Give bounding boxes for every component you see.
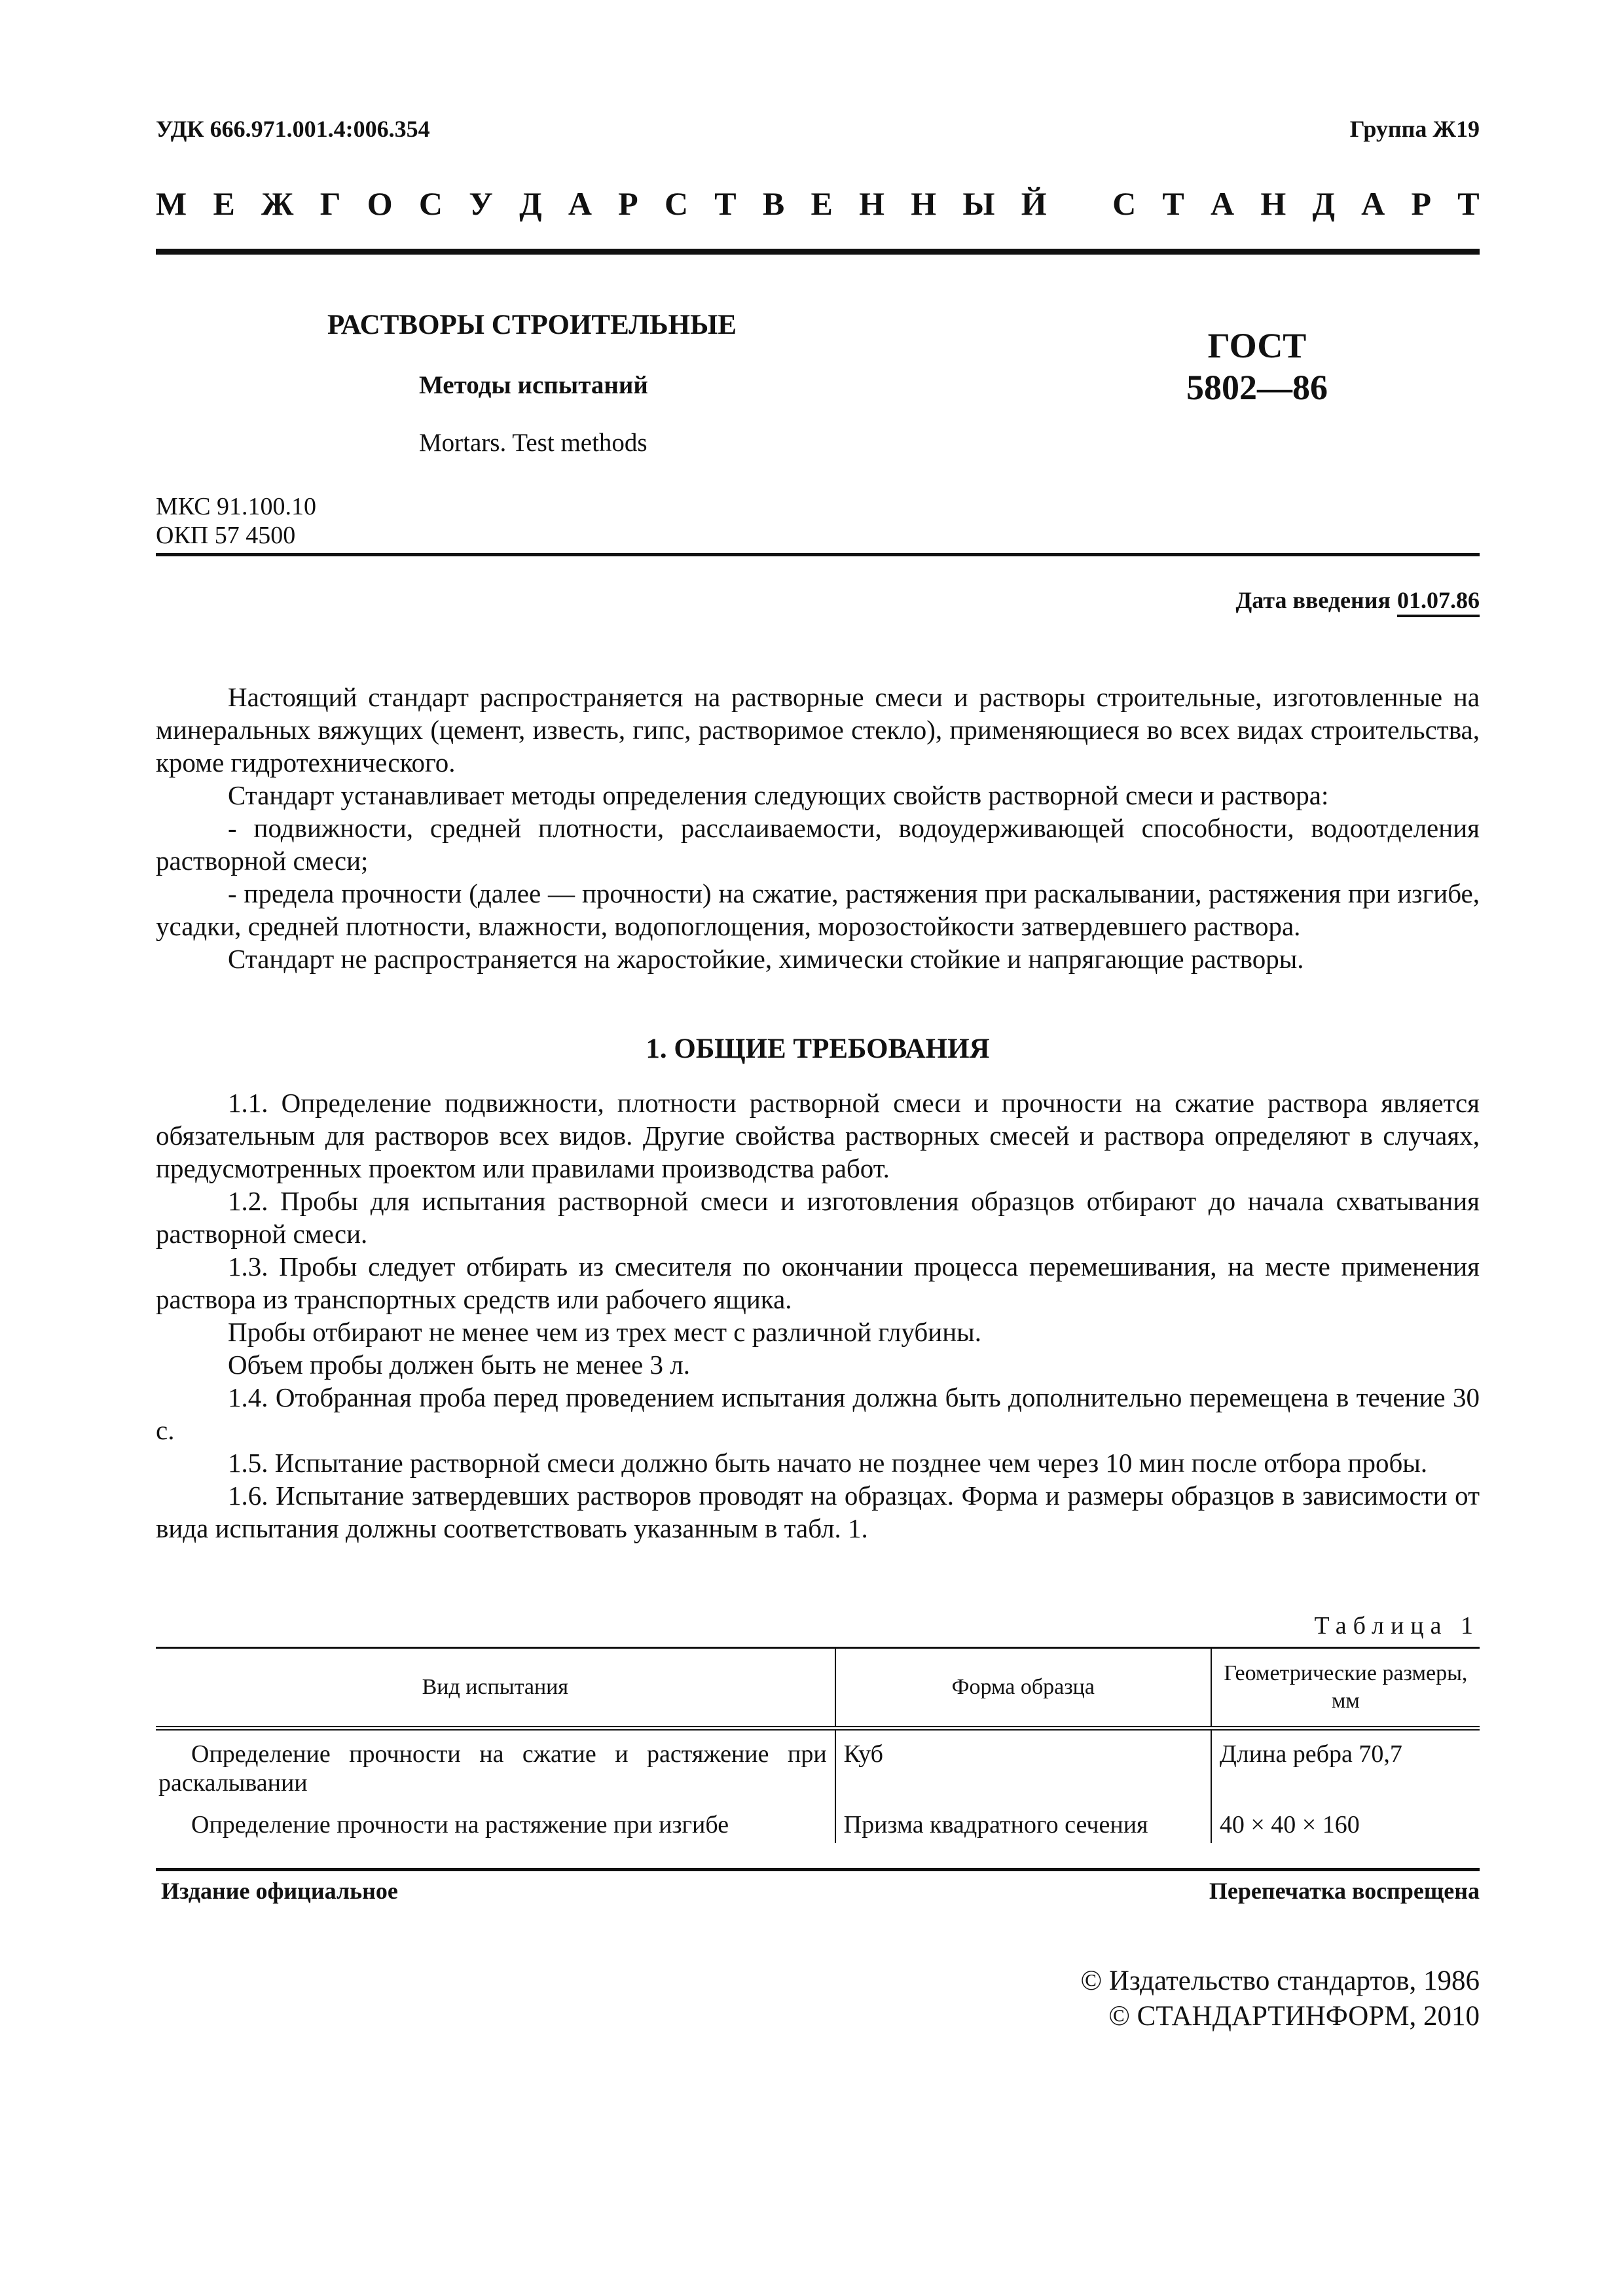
banner-letter: А [568,185,592,222]
intro-paragraph: Настоящий стандарт распространяется на растворные смеси и растворы строительные, изготовленные на минеральных вяжущих (цемент, известь, гипс, растворимое стекло), применяющиеся во всех видах строительства, кроме гидротехнического. [156,682,1480,778]
table-cell: Призма квадратного сечения [835,1801,1211,1843]
effective-date-label: Дата введения [1235,587,1391,613]
banner-letter: Т [1162,185,1184,222]
section-paragraph: 1.5. Испытание растворной смеси должно быть начато не позднее чем через 10 мин после отбора пробы. [228,1448,1428,1478]
specimen-table [156,1647,1480,1843]
table-row [156,1729,1480,1802]
banner-letter: В [762,185,785,222]
table-cell: Определение прочности на растяжение при изгибе [191,1811,729,1839]
intro-list-item: - подвижности, средней плотности, расслаиваемости, водоудерживающей способности, водоотделения растворной смеси; [156,813,1480,876]
copyright-line: © СТАНДАРТИНФОРМ, 2010 [1108,2001,1480,2032]
banner-letter: С [664,185,689,222]
section-paragraph: 1.4. Отобранная проба перед проведением испытания должна быть дополнительно перемещена в течение 30 с. [156,1382,1480,1445]
banner-letter: Й [1021,185,1047,222]
gost-number: 5802—86 [1186,368,1328,407]
intro-text [156,681,1480,975]
document-title: РАСТВОРЫ СТРОИТЕЛЬНЫЕ [327,310,737,340]
footer-rule [156,1868,1480,1871]
banner-letter: Р [618,185,638,222]
banner-letter: А [1211,185,1235,222]
intro-list-item: - предела прочности (далее — прочности) на сжатие, растяжения при раскалывании, растяжения при изгибе, усадки, средней плотности, влажности, водопоглощения, морозостойкости затвердевшего раствора. [156,878,1480,941]
table-cell: Куб [835,1729,1211,1802]
banner-letter: Ж [261,185,294,222]
table-cell: Длина ребра 70,7 [1211,1729,1480,1802]
section-paragraph: Объем пробы должен быть не менее 3 л. [228,1350,690,1380]
banner-letter: А [1361,185,1385,222]
section-text [156,1086,1480,1545]
effective-date-value: 01.07.86 [1397,587,1480,617]
banner-letter: О [367,185,393,222]
table-row [156,1801,1480,1843]
banner-rule [156,249,1480,255]
okp-code: ОКП 57 4500 [156,522,296,549]
banner-letter: С [1112,185,1137,222]
table-cell: 40 × 40 × 160 [1211,1801,1480,1843]
banner-letter: Т [1457,185,1480,222]
group-code: Группа Ж19 [1349,116,1480,142]
table-cell: Определение прочности на сжатие и растяжение при раскалывании [158,1740,827,1797]
table-header-cell: Форма образца [835,1648,1211,1729]
banner-letter: М [156,185,187,222]
banner-letter: Г [319,185,341,222]
reprint-notice: Перепечатка воспрещена [1209,1878,1480,1904]
section-heading: 1. ОБЩИЕ ТРЕБОВАНИЯ [646,1033,990,1064]
banner-letter: С [418,185,443,222]
section-paragraph: 1.3. Пробы следует отбирать из смесителя по окончании процесса перемешивания, на месте применения раствора из транспортных средств или рабочего ящика. [156,1251,1480,1314]
copyright-block [1080,1964,1480,2034]
table-label: Таблица 1 [1314,1612,1480,1640]
banner-letter: Н [1260,185,1286,222]
banner-letter: Д [519,185,542,222]
banner-letter: Е [811,185,833,222]
section-paragraph: Пробы отбирают не менее чем из трех мест с различной глубины. [228,1317,981,1347]
banner-letter: Т [714,185,737,222]
table-header-cell: Геометрические размеры, мм [1211,1648,1480,1729]
banner-letter: Н [859,185,884,222]
banner-letter: Ы [962,185,995,222]
table-header-cell: Вид испытания [156,1648,835,1729]
intro-paragraph: Стандарт не распространяется на жаростойкие, химически стойкие и напрягающие растворы. [228,944,1304,974]
udk-code: УДК 666.971.001.4:006.354 [156,116,430,142]
banner-letter: Р [1411,185,1432,222]
document-subtitle: Методы испытаний [419,371,648,399]
banner-letter: У [469,185,493,222]
section-paragraph: 1.2. Пробы для испытания растворной смеси и изготовления образцов отбирают до начала схватывания растворной смеси. [156,1186,1480,1249]
gost-label: ГОСТ [1207,326,1307,365]
section-paragraph: 1.6. Испытание затвердевших растворов проводят на образцах. Форма и размеры образцов в зависимости от вида испытания должны соответствовать указанным в табл. 1. [156,1480,1480,1543]
banner-gap [1073,185,1086,223]
title-rule [156,553,1480,556]
table-header-row [156,1648,1480,1729]
banner-letter: Е [213,185,235,222]
official-edition: Издание официальное [161,1878,398,1904]
banner-letter: Н [911,185,937,222]
classification-codes [156,492,316,550]
mks-code: МКС 91.100.10 [156,493,317,520]
section-paragraph: 1.1. Определение подвижности, плотности растворной смеси и прочности на сжатие раствора является обязательным для растворов всех видов. Другие свойства растворных смесей и раствора определяют в случаях, предусмотренных проектом или правилами производства работ. [156,1088,1480,1183]
copyright-line: © Издательство стандартов, 1986 [1080,1965,1480,1996]
banner-letter: Д [1312,185,1335,222]
english-title: Mortars. Test methods [419,429,647,457]
gost-designation [1093,325,1421,408]
effective-date [1236,586,1480,614]
standard-banner [156,185,1480,223]
intro-paragraph: Стандарт устанавливает методы определения следующих свойств растворной смеси и раствора: [228,780,1329,810]
